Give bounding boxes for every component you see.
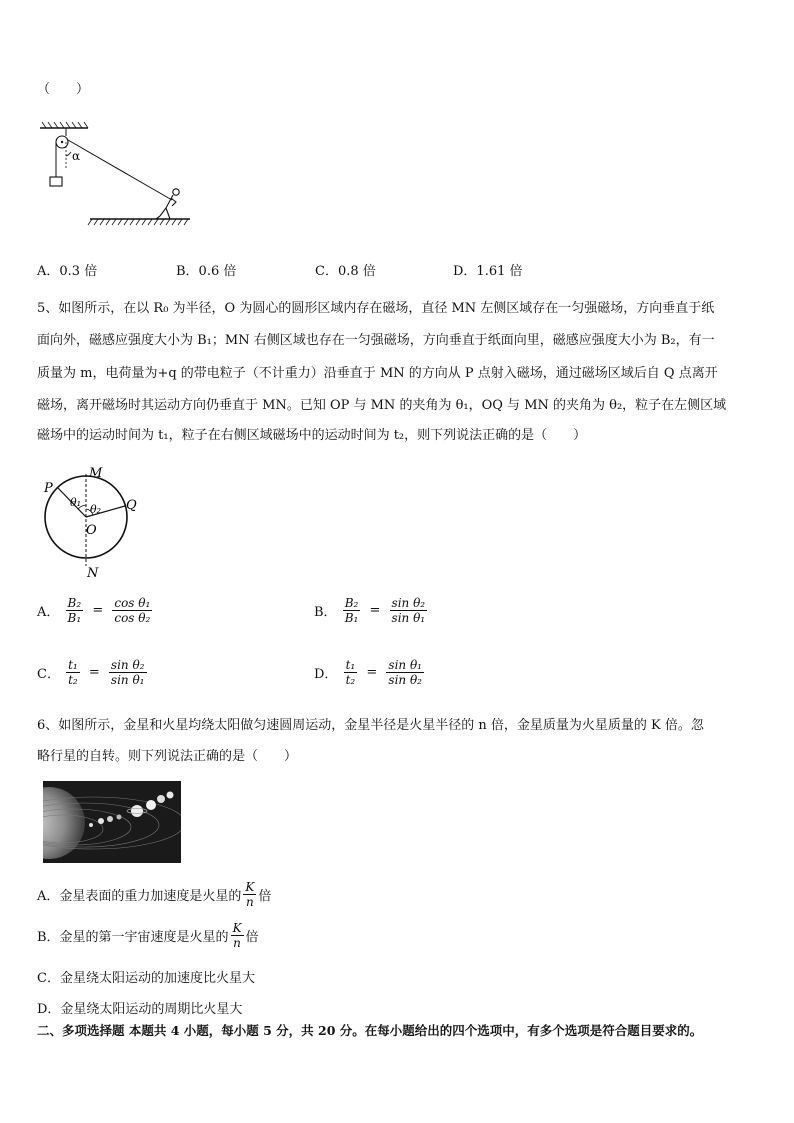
q6-line-1: 6、如图所示，金星和火星均绕太阳做匀速圆周运动，金星半径是火星半径的 n 倍，金星质量为火星质量的 K 倍。忽 xyxy=(37,718,704,733)
fraction-left: $\frac{\text{B₂}}{\text{B₁}}$ xyxy=(67,596,82,625)
label-n: N xyxy=(87,566,99,581)
option-text: B．金星的第一宇宙速度是火星的 xyxy=(37,930,229,945)
section-2-header: 二、多项选择题 本题共 4 小题，每小题 5 分，共 20 分。在每小题给出的四个选项中，有多个选项是符合题目要求的。 xyxy=(37,1023,703,1038)
fraction-left: $\frac{\text{t₁}}{\text{t₂}}$ xyxy=(345,658,356,687)
fraction-right: $\frac{\text{sin θ₁}}{\text{sin θ₂}}$ xyxy=(388,658,422,687)
q5-line-4: 磁场，离开磁场时其运动方向仍垂直于 MN。已知 OP 与 MN 的夹角为 θ₁，OQ 与 MN 的夹角为 θ₂，粒子在左侧区域 xyxy=(37,398,727,413)
equals-sign: = xyxy=(88,665,100,680)
q5-line-1: 5、如图所示，在以 R₀ 为半径，O 为圆心的圆形区域内存在磁场，直径 MN 左侧区域存在一匀强磁场，方向垂直于纸 xyxy=(37,301,715,316)
solar-system-image xyxy=(43,781,181,863)
q5-line-3: 质量为 m，电荷量为+q 的带电粒子（不计重力）沿垂直于 MN 的方向从 P 点射入磁场，通过磁场区域后自 Q 点离开 xyxy=(37,366,718,381)
q6-option-b[interactable] xyxy=(37,921,259,950)
q4-paren: （ ） xyxy=(37,82,90,97)
q6-option-d[interactable]: D．金星绕太阳运动的周期比火星大 xyxy=(37,1002,243,1017)
q4-option-b[interactable]: B．0.6 倍 xyxy=(176,264,237,279)
planet-icon xyxy=(131,805,143,817)
q4-option-c[interactable]: C．0.8 倍 xyxy=(315,264,376,279)
fraction-left: $\frac{\text{t₁}}{\text{t₂}}$ xyxy=(68,658,78,687)
label-m: M xyxy=(89,466,103,481)
q5-option-b[interactable] xyxy=(314,596,429,625)
q6-line-2: 略行星的自转。则下列说法正确的是（ ） xyxy=(37,749,298,764)
label-theta1: θ₁ xyxy=(70,496,82,509)
q5-line-5: 磁场中的运动时间为 t₁，粒子在右侧区域磁场中的运动时间为 t₂，则下列说法正确的是（ ） xyxy=(37,428,587,443)
equals-sign: = xyxy=(369,603,381,618)
fraction-right: $\frac{\text{sin θ₂}}{\text{sin θ₁}}$ xyxy=(110,658,145,687)
label-theta2: θ₂ xyxy=(90,503,102,516)
fraction-k-over-n: $\frac{K}{n}$ xyxy=(232,921,242,950)
pulley-figure xyxy=(38,122,218,232)
planet-icon xyxy=(117,815,122,820)
angle-alpha-label: α xyxy=(72,149,81,163)
hanging-block xyxy=(50,177,62,186)
option-letter: B． xyxy=(314,605,337,620)
fraction-k-over-n: $\frac{K}{n}$ xyxy=(245,880,255,909)
rope xyxy=(68,140,172,200)
planet-icon xyxy=(157,795,165,803)
ceiling xyxy=(40,122,88,128)
label-o: O xyxy=(86,523,97,538)
option-text-end: 倍 xyxy=(258,889,272,904)
ground xyxy=(88,219,190,225)
option-letter: A． xyxy=(37,605,60,620)
fraction-right: $\frac{\text{cos θ₁}}{\text{cos θ₂}}$ xyxy=(114,596,151,625)
q6-option-c[interactable]: C．金星绕太阳运动的加速度比火星大 xyxy=(37,971,255,986)
equals-sign: = xyxy=(366,665,378,680)
planet-icon xyxy=(107,816,113,822)
planet-icon xyxy=(146,800,156,810)
q5-line-2: 面向外，磁感应强度大小为 B₁；MN 右侧区域也存在一匀强磁场，方向垂直于纸面向里，磁感应强度大小为 B₂，有一 xyxy=(37,333,715,348)
planet-icon xyxy=(167,792,174,799)
q4-option-a[interactable]: A．0.3 倍 xyxy=(37,264,98,279)
q4-option-d[interactable]: D．1.61 倍 xyxy=(453,264,523,279)
q6-option-a[interactable] xyxy=(37,880,271,909)
planet-icon xyxy=(98,818,104,824)
label-q: Q xyxy=(126,498,137,513)
option-text: A．金星表面的重力加速度是火星的 xyxy=(37,889,242,904)
planet-icon xyxy=(89,823,93,827)
option-text-end: 倍 xyxy=(245,930,259,945)
label-p: P xyxy=(44,481,53,496)
option-letter: D． xyxy=(314,667,338,682)
q5-option-d[interactable] xyxy=(314,658,426,687)
fraction-right: $\frac{\text{sin θ₂}}{\text{sin θ₁}}$ xyxy=(391,596,426,625)
q5-option-a[interactable] xyxy=(37,596,154,625)
equals-sign: = xyxy=(92,603,104,618)
fraction-left: $\frac{\text{B₂}}{\text{B₁}}$ xyxy=(344,596,359,625)
magnetic-field-figure xyxy=(40,462,150,582)
option-letter: C． xyxy=(37,667,60,682)
q5-option-c[interactable] xyxy=(37,658,149,687)
